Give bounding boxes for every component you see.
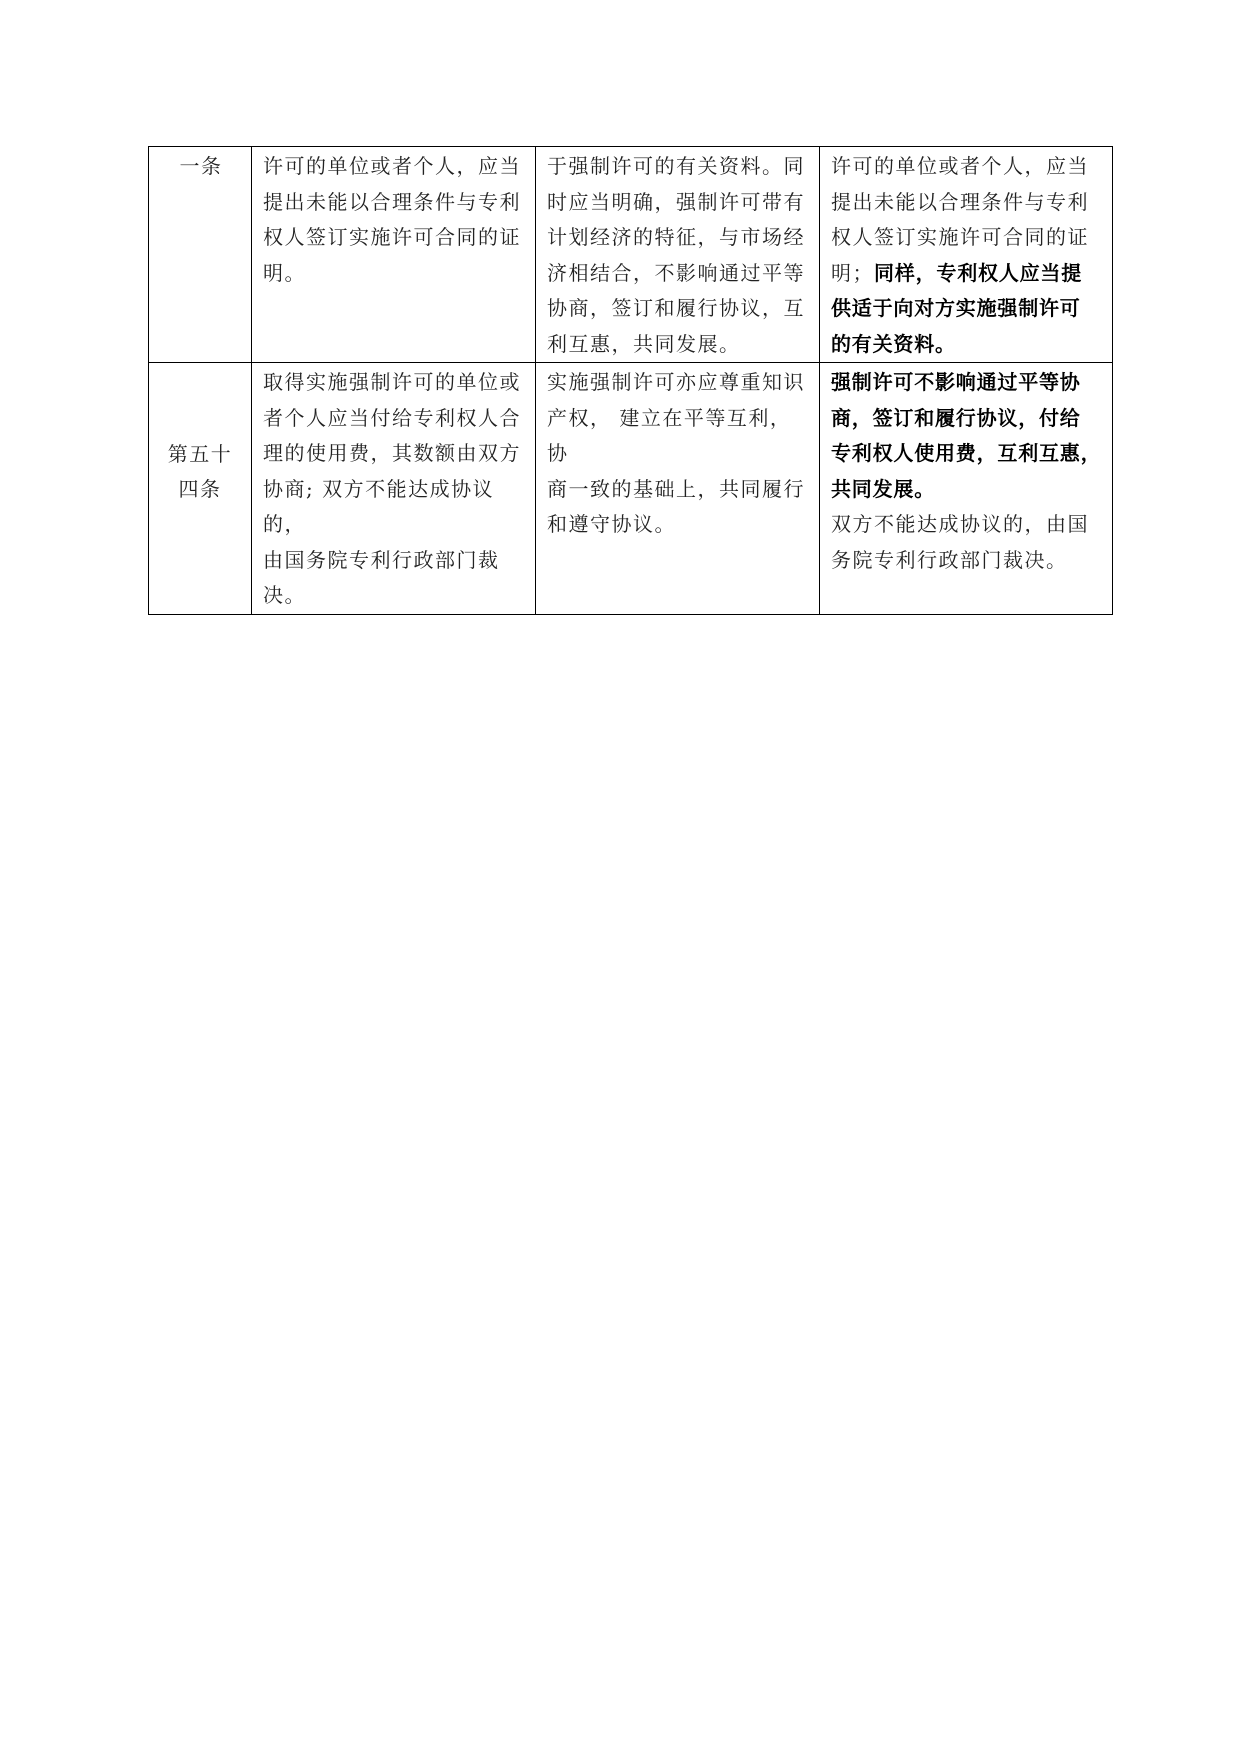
original-text-cell (252, 363, 536, 615)
revised-text-bold: 强制许可不影响通过平等协 商，签订和履行协议，付给 专利权人使用费，互利互惠， 共同发展。 (831, 370, 1102, 501)
original-text: 许可的单位或者个人，应当 提出未能以合理条件与专利 权人签订实施许可合同的证 明。 (263, 154, 521, 285)
revised-text (820, 147, 1112, 362)
original-text-cell (252, 147, 536, 363)
article-label: 第五十 四条 (167, 441, 233, 502)
article-cell (149, 147, 252, 363)
article-cell (149, 363, 252, 615)
revised-text-normal: 双方不能达成协议的，由国 务院专利行政部门裁决。 (831, 512, 1089, 572)
table-row (149, 147, 1113, 363)
comment-text: 于强制许可的有关资料。同 时应当明确，强制许可带有 计划经济的特征，与市场经 济相结合，不影响通过平等 协商，签订和履行协议，互 利互惠，共同发展。 (547, 154, 805, 356)
revised-text-bold: 同样，专利权人应当提 供适于向对方实施强制许可 的有关资料。 (831, 260, 1082, 356)
revised-text-cell (820, 147, 1113, 363)
comment-cell (536, 363, 820, 615)
comment-cell (536, 147, 820, 363)
revised-text (820, 363, 1112, 578)
article-label: 一条 (179, 154, 223, 178)
revised-text-cell (820, 363, 1113, 615)
original-text: 取得实施强制许可的单位或 者个人应当付给专利权人合 理的使用费，其数额由双方 协商; 双方不能达成协议的， 由国务院专利行政部门裁决。 (263, 370, 521, 607)
table-row (149, 363, 1113, 615)
comment-text: 实施强制许可亦应尊重知识 产权， 建立在平等互利，协 商一致的基础上，共同履行 和遵守协议。 (547, 370, 805, 536)
revised-text-normal: 许可的单位或者个人，应当 提出未能以合理条件与专利 权人签订实施许可合同的证 明； (831, 154, 1089, 285)
comparison-table (148, 146, 1113, 615)
